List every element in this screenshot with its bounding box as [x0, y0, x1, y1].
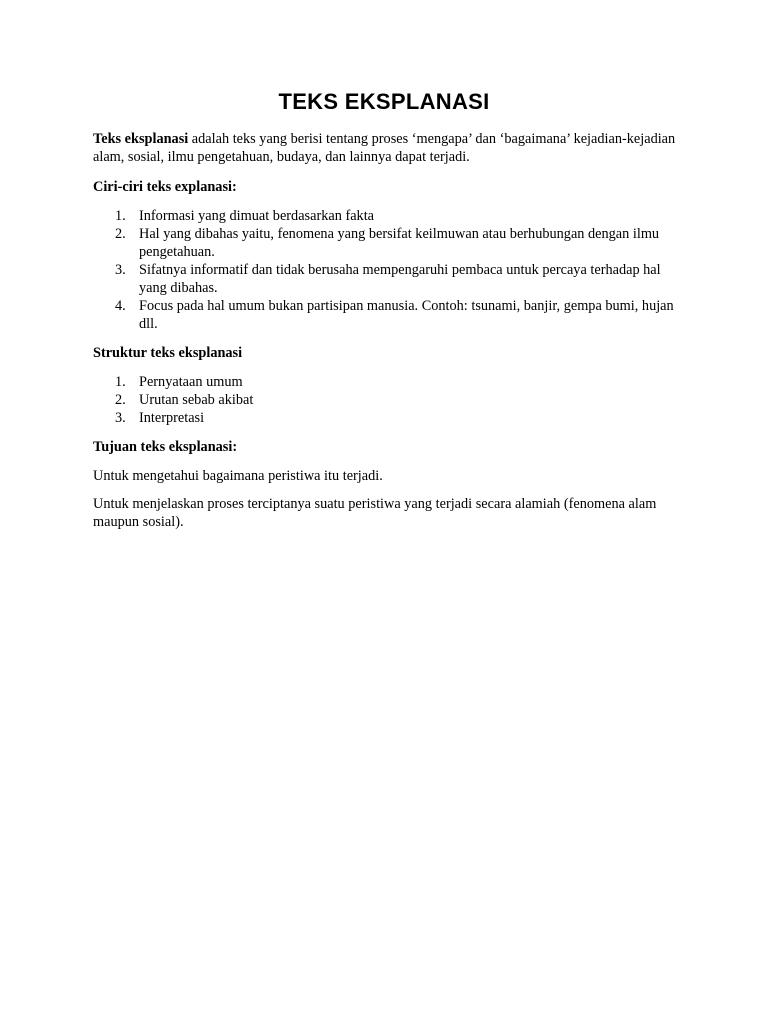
- list-number: 3.: [115, 262, 126, 278]
- document-body: [93, 130, 683, 541]
- list-item-text: Hal yang dibahas yaitu, fenomena yang bersifat keilmuwan atau berhubungan dengan ilmu pengetahuan.: [139, 226, 660, 260]
- list-number: 2.: [115, 226, 126, 242]
- list-item: [93, 297, 683, 333]
- list-item-text: Urutan sebab akibat: [139, 392, 254, 408]
- list-item-text: Focus pada hal umum bukan partisipan manusia. Contoh: tsunami, banjir, gempa bumi, hujan dll.: [139, 298, 674, 332]
- list-item: [93, 261, 683, 297]
- list-item-text: Interpretasi: [139, 410, 205, 426]
- ciri-list: [93, 207, 683, 333]
- ciri-heading: Ciri-ciri teks explanasi:: [93, 179, 237, 195]
- list-item-text: Pernyataan umum: [139, 374, 243, 390]
- intro-paragraph: [93, 130, 683, 166]
- list-item: [93, 409, 683, 427]
- list-number: 3.: [115, 410, 126, 426]
- list-number: 2.: [115, 392, 126, 408]
- list-item: [93, 373, 683, 391]
- list-item: [93, 391, 683, 409]
- list-item: [93, 225, 683, 261]
- list-number: 1.: [115, 208, 126, 224]
- list-item-text: Informasi yang dimuat berdasarkan fakta: [139, 208, 375, 224]
- struktur-heading: Struktur teks eksplanasi: [93, 345, 243, 361]
- tujuan-heading: Tujuan teks eksplanasi:: [93, 439, 238, 455]
- document-title: TEKS EKSPLANASI: [278, 89, 490, 114]
- intro-text: adalah teks yang berisi tentang proses ‘mengapa’ dan ‘bagaimana’ kejadian-kejadian alam, sosial, ilmu pengetahuan, budaya, dan lainnya dapat terjadi.: [93, 131, 676, 165]
- tujuan-paragraph-2: Untuk menjelaskan proses terciptanya suatu peristiwa yang terjadi secara alamiah (fenomena alam maupun sosial).: [93, 496, 657, 530]
- list-number: 1.: [115, 374, 126, 390]
- list-item-text: Sifatnya informatif dan tidak berusaha mempengaruhi pembaca untuk percaya terhadap hal yang dibahas.: [139, 262, 661, 296]
- struktur-list: [93, 373, 683, 427]
- intro-term: Teks eksplanasi: [93, 131, 189, 147]
- list-number: 4.: [115, 298, 126, 314]
- tujuan-paragraph-1: Untuk mengetahui bagaimana peristiwa itu terjadi.: [93, 468, 383, 484]
- list-item: [93, 207, 683, 225]
